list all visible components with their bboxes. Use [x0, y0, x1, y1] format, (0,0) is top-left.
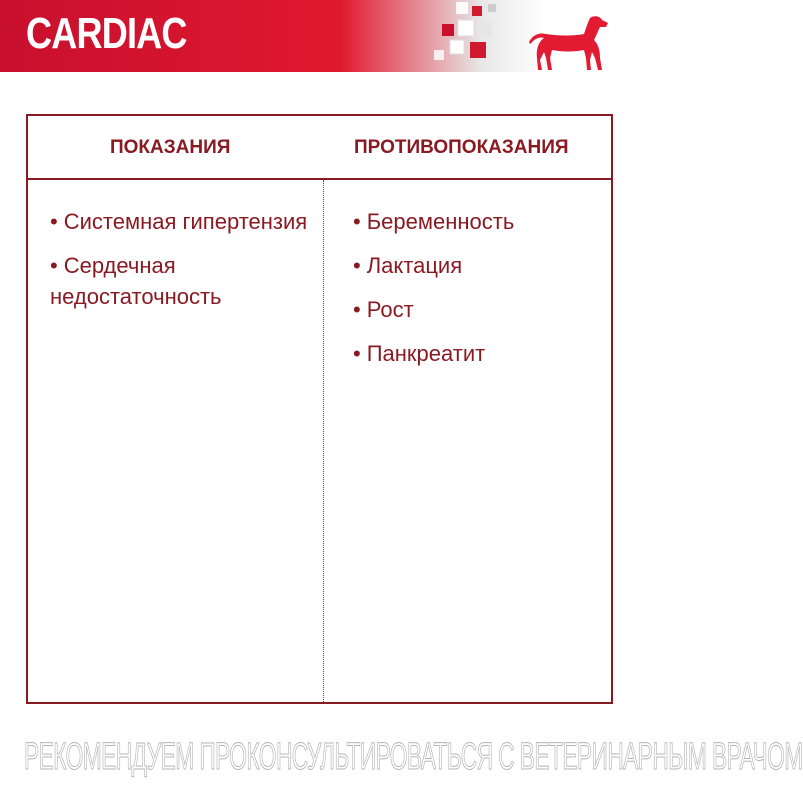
vet-consult-notice: РЕКОМЕНДУЕМ ПРОКОНСУЛЬТИРОВАТЬСЯ С ВЕТЕРИНАРНЫМ ВРАЧОМ — [24, 736, 803, 778]
bullet: • — [353, 341, 361, 366]
contraindications-heading: ПРОТИВОПОКАЗАНИЯ — [354, 137, 569, 158]
list-item — [353, 294, 603, 325]
column-divider — [323, 180, 324, 702]
contraindications-list — [353, 206, 603, 382]
bullet: • — [353, 297, 361, 322]
bullet: • — [353, 253, 361, 278]
bullet: • — [353, 209, 361, 234]
header-banner — [0, 0, 618, 72]
list-item — [353, 338, 603, 369]
list-item-text: Панкреатит — [366, 341, 486, 366]
list-item — [50, 250, 310, 312]
indications-list — [50, 206, 310, 325]
list-item — [50, 206, 310, 237]
indications-table — [26, 114, 613, 704]
list-item-text: Рост — [366, 297, 414, 322]
product-title: CARDIAC — [26, 9, 187, 58]
cubes-decoration-icon — [428, 0, 508, 70]
list-item-text: Сердечная недостаточность — [50, 253, 222, 309]
bullet: • — [50, 253, 58, 278]
list-item-text: Системная гипертензия — [63, 209, 308, 234]
list-item — [353, 206, 603, 237]
list-item — [353, 250, 603, 281]
dog-icon — [528, 14, 614, 72]
list-item-text: Беременность — [366, 209, 515, 234]
list-item-text: Лактация — [366, 253, 463, 278]
indications-heading: ПОКАЗАНИЯ — [110, 137, 231, 158]
bullet: • — [50, 209, 58, 234]
table-header-row — [28, 116, 611, 180]
